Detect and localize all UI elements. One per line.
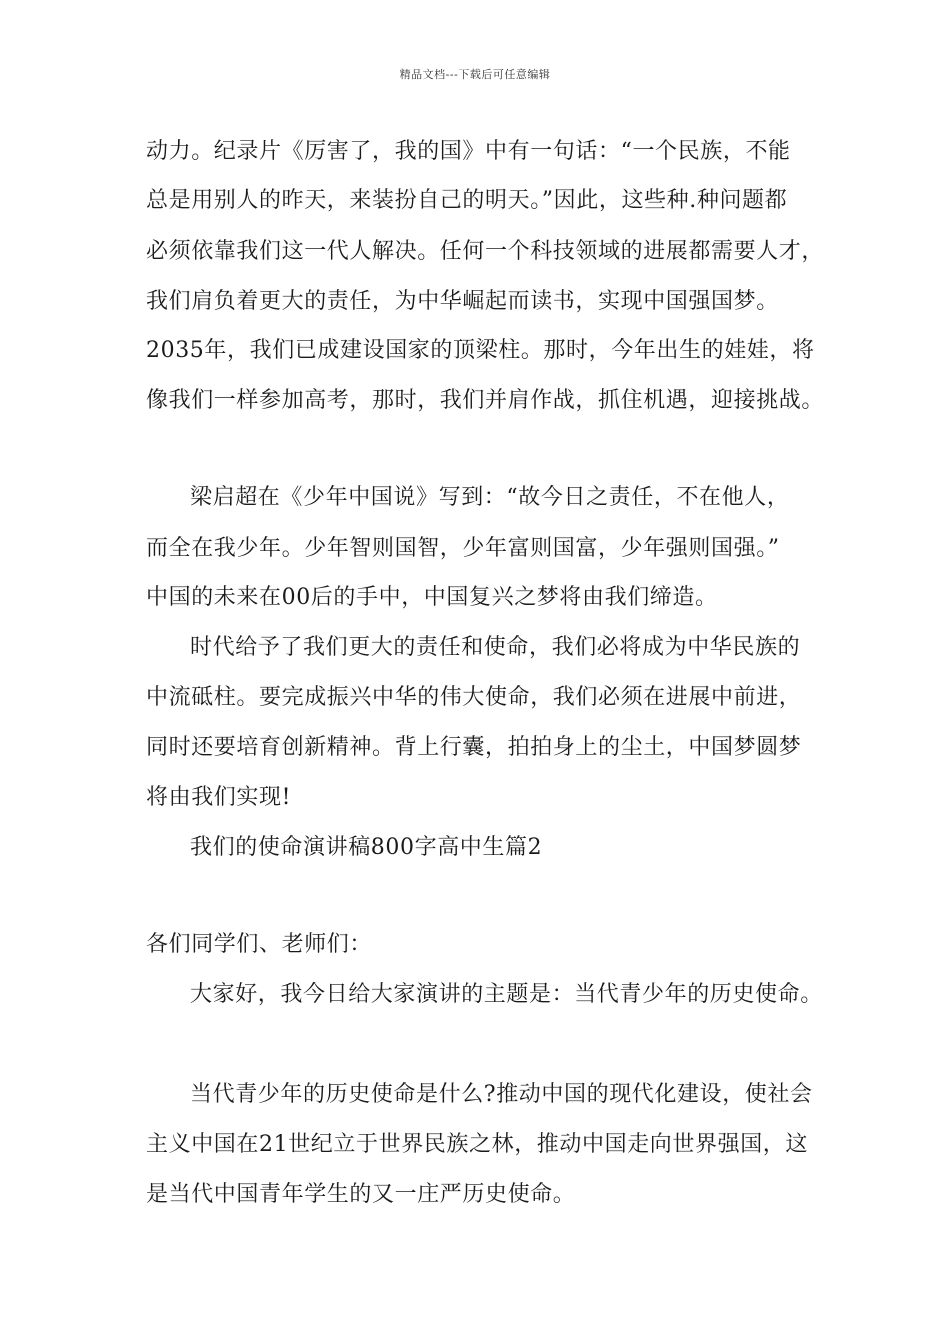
page-header: 精品文档---下载后可任意编辑 xyxy=(399,68,551,81)
paragraph-line: 中流砥柱。要完成振兴中华的伟大使命，我们必须在进展中前进， xyxy=(146,685,802,710)
paragraph-line: 是当代中国青年学生的又一庄严历史使命。 xyxy=(146,1182,576,1207)
paragraph-line: 而全在我少年。少年智则国智，少年富则国富，少年强则国强。” xyxy=(146,536,780,561)
paragraph-line: 主义中国在21世纪立于世界民族之林，推动中国走向世界强国，这 xyxy=(146,1132,808,1157)
paragraph-line: 将由我们实现! xyxy=(146,785,292,810)
paragraph-line: 2035年，我们已成建设国家的顶梁柱。那时，今年出生的娃娃，将 xyxy=(146,338,815,363)
paragraph-line: 同时还要培育创新精神。背上行囊，拍拍身上的尘土，中国梦圆梦 xyxy=(146,735,802,760)
paragraph-line: 中国的未来在00后的手中，中国复兴之梦将由我们缔造。 xyxy=(146,585,718,610)
paragraph-line: 时代给予了我们更大的责任和使命，我们必将成为中华民族的 xyxy=(190,635,801,660)
salutation: 各们同学们、老师们： xyxy=(146,932,373,957)
paragraph-line: 当代青少年的历史使命是什么?推动中国的现代化建设，使社会 xyxy=(190,1082,813,1107)
paragraph-line: 必须依靠我们这一代人解决。任何一个科技领域的进展都需要人才， xyxy=(146,239,825,264)
paragraph-line: 动力。纪录片《厉害了，我的国》中有一句话：“一个民族，不能 xyxy=(146,139,791,164)
paragraph-line: 像我们一样参加高考，那时，我们并肩作战，抓住机遇，迎接挑战。 xyxy=(146,388,825,413)
section-heading: 我们的使命演讲稿800字高中生篇2 xyxy=(190,835,543,860)
paragraph-line: 我们肩负着更大的责任，为中华崛起而读书，实现中国强国梦。 xyxy=(146,289,779,314)
paragraph-line: 大家好，我今日给大家演讲的主题是：当代青少年的历史使命。 xyxy=(190,982,823,1007)
paragraph-line: 梁启超在《少年中国说》写到：“故今日之责任，不在他人， xyxy=(190,485,790,510)
paragraph-line: 总是用别人的昨天，来装扮自己的明天。”因此，这些种.种问题都 xyxy=(146,188,788,213)
